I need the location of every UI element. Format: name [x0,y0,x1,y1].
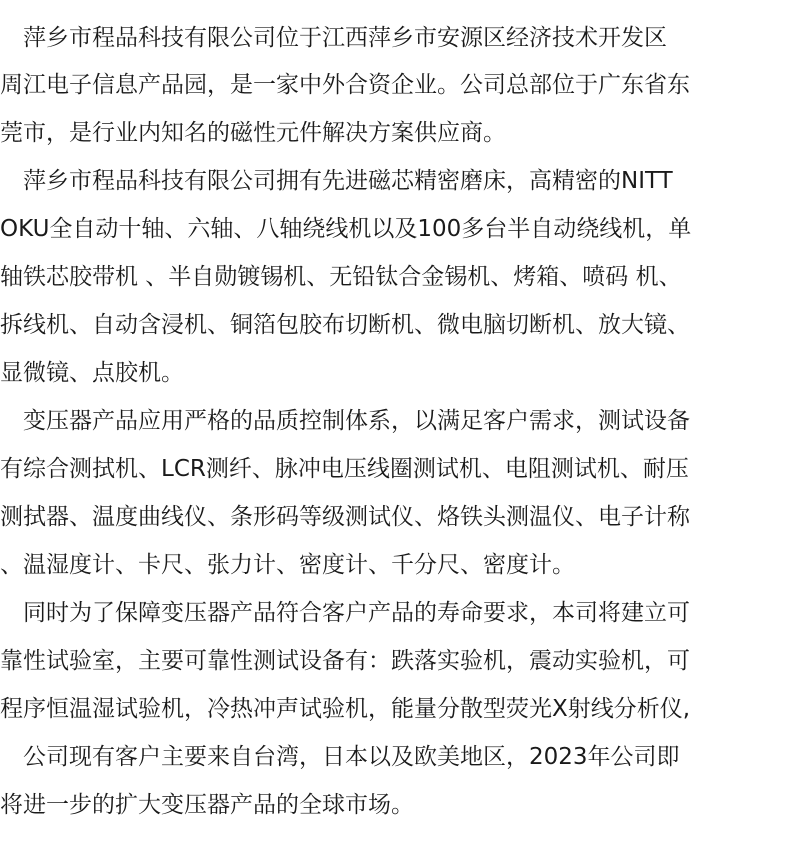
text-line: 拆线机、自动含浸机、铜箔包胶布切断机、微电脑切断机、放大镜、 [0,312,690,338]
text-line: 萍乡市程品科技有限公司位于江西萍乡市安源区经济技术开发区 [0,25,667,51]
text-line: 靠性试验室，主要可靠性测试设备有：跌落实验机，震动实验机，可 [0,648,690,674]
text-line: OKU全自动十轴、六轴、八轴绕线机以及100多台半自动绕线机，单 [0,216,692,242]
text-line: 程序恒温湿试验机，冷热冲声试验机，能量分散型荧光X射线分析仪, [0,696,691,722]
text-line: 萍乡市程品科技有限公司拥有先进磁芯精密磨床，高精密的NITT [0,168,673,194]
text-line: 轴铁芯胶带机 、半自勋镀锡机、无铅钛合金锡机、烤箱、喷码 机、 [0,264,682,290]
text-line: 同时为了保障变压器产品符合客户产品的寿命要求，本司将建立可 [0,600,690,626]
text-line: 显微镜、点胶机。 [0,360,184,386]
text-line: 莞市，是行业内知名的磁性元件解决方案供应商。 [0,120,506,146]
text-line: 公司现有客户主要来自台湾，日本以及欧美地区，2023年公司即 [0,744,680,770]
text-line: 变压器产品应用严格的品质控制体系，以满足客户需求，测试设备 [0,408,690,434]
text-line: 测拭器、温度曲线仪、条形码等级测试仪、烙铁头测温仪、电子计称 [0,504,690,530]
text-line: 有综合测拭机、LCR测纤、脉冲电压线圈测试机、电阻测试机、耐压 [0,456,689,482]
text-line: 、温湿度计、卡尺、张力计、密度计、千分尺、密度计。 [0,552,575,578]
text-line: 周江电子信息产品园，是一家中外合资企业。公司总部位于广东省东 [0,72,690,98]
text-line: 将进一步的扩大变压器产品的全球市场。 [0,792,414,818]
